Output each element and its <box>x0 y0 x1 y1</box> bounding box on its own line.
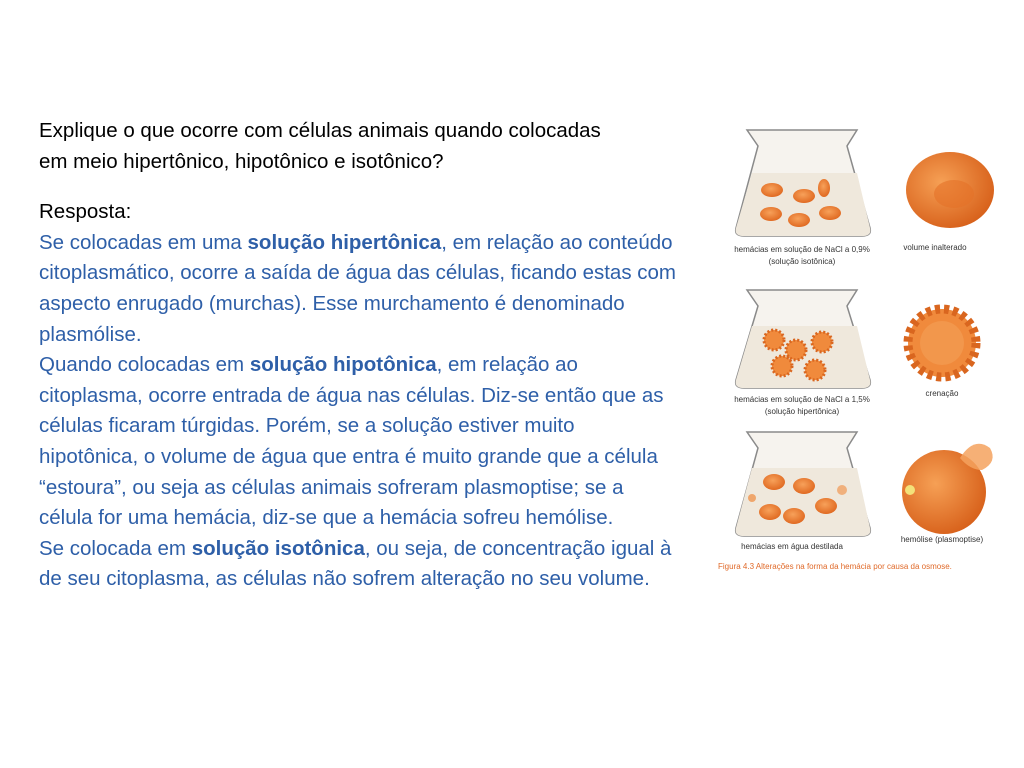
answer-label: Resposta: <box>39 200 132 224</box>
caption-cell-crenated: crenação <box>925 389 959 398</box>
lysed-cell <box>793 478 815 494</box>
lysed-cell <box>815 498 837 514</box>
answer-hypertonic <box>39 228 679 350</box>
figure-caption: Figura 4.3 Alterações na forma da hemácia por causa da osmose. <box>718 562 952 571</box>
beaker-distilled <box>736 432 871 536</box>
term-hypotonic: solução hipotônica <box>249 353 437 377</box>
lysed-cell <box>783 508 805 524</box>
question <box>39 116 679 177</box>
answer-hypotonic <box>39 350 679 534</box>
answer-text: , em relação ao citoplasma, ocorre entrada de água nas células. Diz-se então que as células ficaram túrgidas. Porém, se a solução estiver muito hipotônica, o volume de água que entra é muito grande que a célula “estoura”, ou seja as células animais sofreram plasmoptise; se a célula for uma hemácia, diz-se que a hemácia sofreu hemólise. <box>39 353 664 530</box>
crenated-cell <box>812 332 832 352</box>
term-hypertonic: solução hipertônica <box>247 230 442 254</box>
beaker-hypertonic <box>736 290 871 388</box>
crenated-cell <box>764 330 784 350</box>
osmosis-figure <box>692 118 1010 585</box>
caption-beaker-hypertonic-1: hemácias em solução de NaCl a 1,5% <box>734 395 870 404</box>
red-cell <box>760 207 782 221</box>
red-cell <box>793 189 815 203</box>
answer-text: , ou seja, de concentração igual à de seu citoplasma, as células não sofrem alteração no seu volume. <box>39 536 672 591</box>
crenated-cell <box>805 360 825 380</box>
answer-text: Se colocadas em uma <box>39 230 248 254</box>
answer-text: Se colocada em <box>39 536 192 560</box>
caption-beaker-distilled: hemácias em água destilada <box>741 542 843 551</box>
caption-cell-hemolysis: hemólise (plasmoptise) <box>900 535 984 544</box>
lysed-cell <box>763 474 785 490</box>
answer-isotonic <box>39 534 679 595</box>
red-cell <box>819 206 841 220</box>
caption-beaker-isotonic-1: hemácias em solução de NaCl a 0,9% <box>734 245 870 254</box>
question-line-1: Explique o que ocorre com células animais quando colocadas <box>39 119 601 142</box>
red-cell <box>818 179 830 197</box>
osmosis-illustration <box>692 118 1010 585</box>
red-cell <box>788 213 810 227</box>
lysed-cell <box>759 504 781 520</box>
crenated-cell <box>772 356 792 376</box>
red-cell <box>761 183 783 197</box>
question-line-2: em meio hipertônico, hipotônico e isotônico? <box>39 149 444 173</box>
beaker-isotonic <box>736 130 871 236</box>
slide-text <box>39 116 679 595</box>
answer-text: Quando colocadas em <box>39 353 250 377</box>
term-isotonic: solução isotônica <box>191 536 365 560</box>
answer-text: , em relação ao conteúdo citoplasmático, ocorre a saída de água das células, ficando estas com aspecto enrugado (murchas). Esse murchamento é denominado plasmólise. <box>39 230 676 346</box>
caption-beaker-hypertonic-2: (solução hipertônica) <box>764 407 840 416</box>
caption-beaker-isotonic-2: (solução isotônica) <box>768 257 836 266</box>
caption-cell-normal: volume inalterado <box>903 243 967 252</box>
